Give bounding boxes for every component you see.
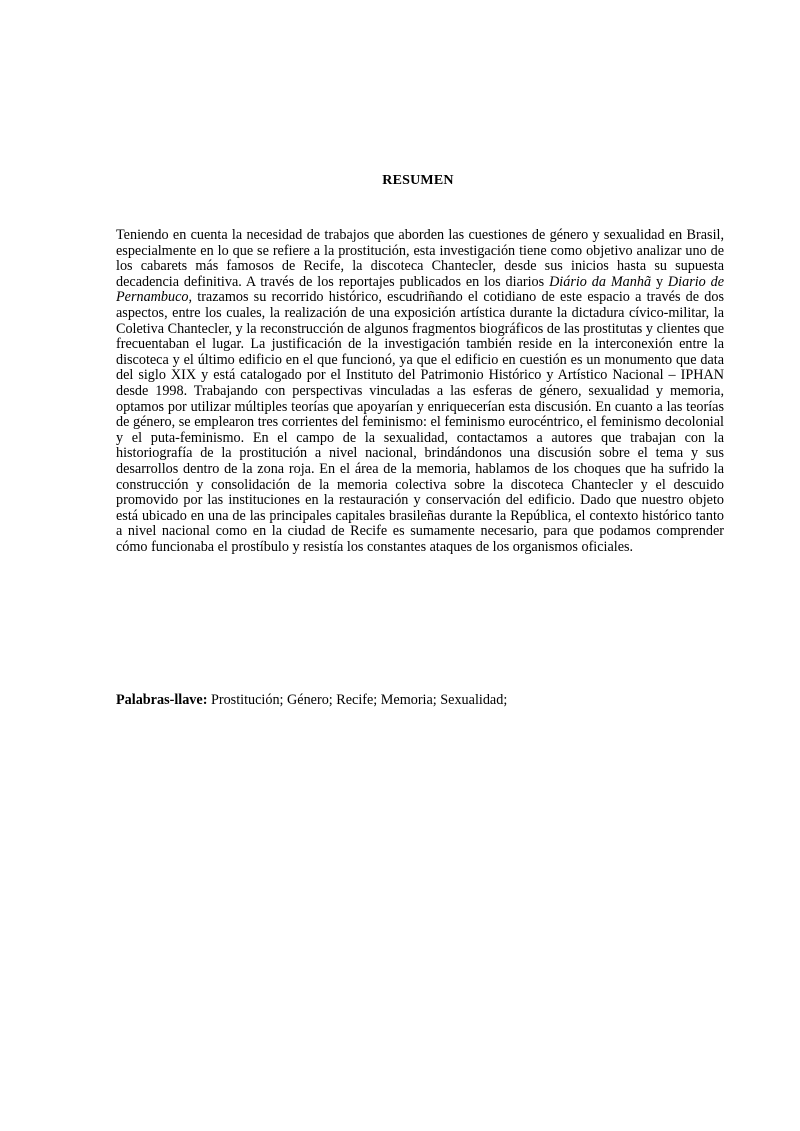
abstract-text-part1: Teniendo en cuenta la necesidad de trabajos que aborden las cuestiones de género y sexualidad en Brasil, especialmente en lo que se refiere a la prostitución, esta investigación tiene como objetivo analizar uno de los cabarets más famosos de Recife, la discoteca Chantecler, desde sus inicios hasta su supuesta decadencia definitiva. A través de los reportajes publicados en los diarios: [116, 227, 724, 290]
page-title: RESUMEN: [382, 173, 454, 188]
keywords-line: [116, 692, 724, 708]
keywords-label: Palabras-llave:: [116, 692, 208, 708]
newspaper-title-diario-da-manha: Diário da Manhã: [549, 273, 652, 290]
abstract-connector: y: [655, 273, 664, 290]
abstract-paragraph: [116, 228, 724, 555]
abstract-text-part2: , trazamos su recorrido histórico, escudriñando el cotidiano de este espacio a través de dos aspectos, entre los cuales, la realización de una exposición artística durante la dictadura cívico-militar, la Coletiva Chantecler, y la reconstrucción de algunos fragmentos biográficos de las prostitutas y clientes que frecuentaban el lugar. La justificación de la investigación también reside en la interconexión entre la discoteca y el último edificio en el que funcionó, ya que el edificio en cuestión es un monumento que data del siglo XIX y está catalogado por el Instituto del Patrimonio Histórico y Artístico Nacional – IPHAN desde 1998. Trabajando con perspectivas vinculadas a las esferas de género, sexualidad y memoria, optamos por utilizar múltiples teorías que apoyarían y enriquecerían esta discusión. En cuanto a las teorías de género, se emplearon tres corrientes del feminismo: el feminismo eurocéntrico, el feminismo decolonial y el puta-feminismo. En el campo de la sexualidad, contactamos a autores que trabajan con la historiografía de la prostitución a nivel nacional, brindándonos una discusión sobre el tema y sus desarrollos dentro de la zona roja. En el área de la memoria, hablamos de los choques que ha sufrido la construcción y consolidación de la memoria colectiva sobre la discoteca Chantecler y el descuido promovido por las instituciones en la restauración y conservación del edificio. Dado que nuestro objeto está ubicado en una de las principales capitales brasileñas durante la República, el contexto histórico tanto a nivel nacional como en la ciudad de Recife es sumamente necesario, para que podamos comprender cómo funcionaba el prostíbulo y resistía los constantes ataques de los organismos oficiales.: [116, 289, 724, 555]
newspaper-title-diario-de-pernambuco: Diario de Pernambuco: [116, 273, 725, 306]
keywords-values: Prostitución; Género; Recife; Memoria; Sexualidad;: [210, 692, 508, 708]
